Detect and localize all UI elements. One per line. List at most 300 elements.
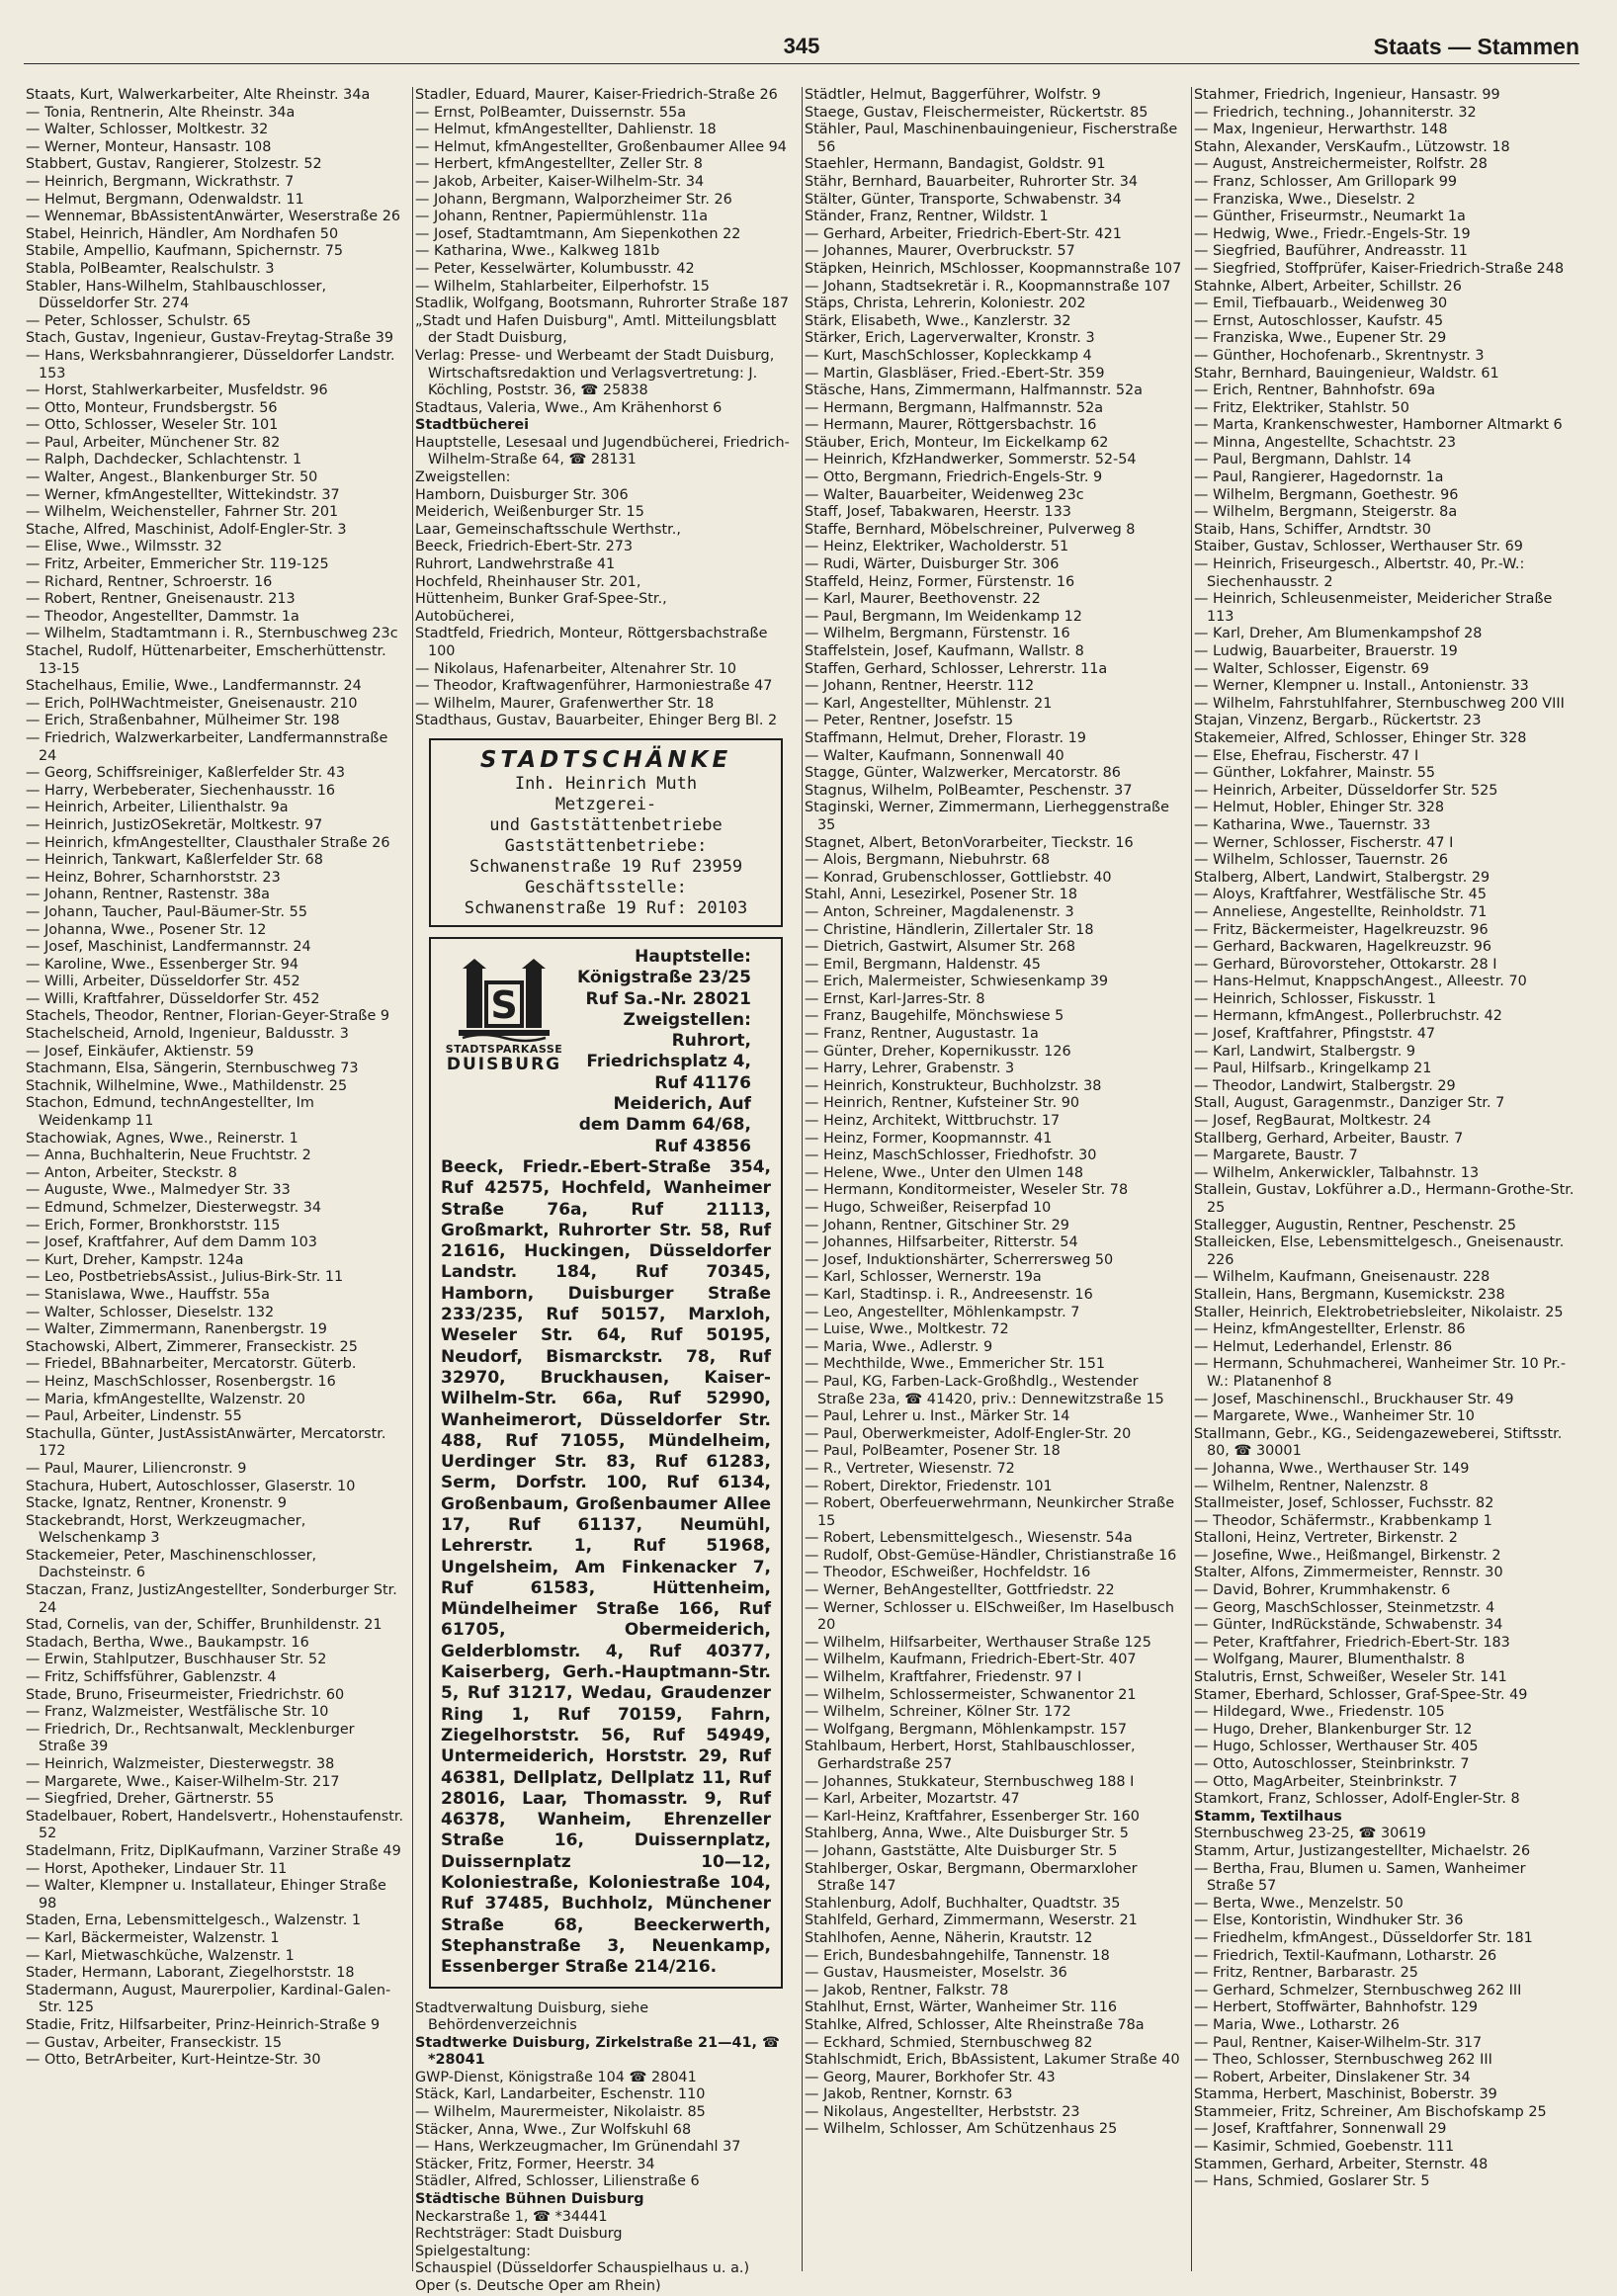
bank-head-line: Ruf Sa.-Nr. 28021 (585, 988, 751, 1009)
directory-entry: Staffe, Bernhard, Möbelschreiner, Pulverweg 8 (805, 521, 1136, 538)
directory-entry: — Katharina, Wwe., Kalkweg 181b (415, 243, 660, 260)
directory-entry: — Theodor, ESchweißer, Hochfeldstr. 16 (805, 1565, 1091, 1581)
directory-entry: — Kurt, MaschSchlosser, Kopleckkamp 4 (805, 347, 1092, 364)
directory-entry: Staczan, Franz, JustizAngestellter, Sonderburger Str. 24 (26, 1582, 397, 1616)
directory-entry: — Walter, Schlosser, Dieselstr. 132 (26, 1304, 275, 1320)
directory-entry: — Friedrich, Textil-Kaufmann, Lotharstr. 26 (1194, 1947, 1497, 1964)
directory-entry: Städler, Alfred, Schlosser, Lilienstraße 6 (415, 2173, 700, 2190)
directory-entry: — Kurt, Dreher, Kampstr. 124a (26, 1251, 244, 1268)
directory-entry: — Wilhelm, Schlosser, Tauernstr. 26 (1194, 852, 1449, 869)
directory-entry: Hochfeld, Rheinhauser Str. 201, (415, 573, 641, 590)
directory-entry: — Peter, Kraftfahrer, Friedrich-Ebert-Str. 183 (1194, 1634, 1510, 1651)
directory-entry: — Heinrich, kfmAngestellter, Clausthaler Straße 26 (26, 834, 390, 851)
directory-entry: Stabel, Heinrich, Händler, Am Nordhafen 50 (26, 225, 339, 242)
directory-entry: — Willi, Arbeiter, Düsseldorfer Str. 452 (26, 974, 300, 990)
directory-entry: — Heinrich, JustizOSekretär, Moltkestr. 97 (26, 816, 323, 833)
directory-entry: — David, Bohrer, Krummhakenstr. 6 (1194, 1582, 1451, 1599)
directory-entry: — August, Anstreichermeister, Rolfstr. 28 (1194, 156, 1488, 173)
directory-entry: Stähler, Paul, Maschinenbauingenieur, Fischerstraße 56 (805, 122, 1178, 155)
directory-entry: — Wilhelm, Weichensteller, Fahrner Str. 201 (26, 504, 339, 521)
directory-entry: — Otto, Bergmann, Friedrich-Engels-Str. 9 (805, 469, 1103, 486)
directory-entry: — Karl, Bäckermeister, Walzenstr. 1 (26, 1929, 280, 1946)
directory-entry: — Karl, Mietwaschküche, Walzenstr. 1 (26, 1947, 295, 1964)
directory-entry: Stad, Cornelis, van der, Schiffer, Brunhildenstr. 21 (26, 1617, 383, 1634)
directory-entry: — Johann, Taucher, Paul-Bäumer-Str. 55 (26, 903, 307, 920)
directory-entry: — Fritz, Elektriker, Stahlstr. 50 (1194, 399, 1409, 416)
directory-entry: Stagnet, Albert, BetonVorarbeiter, Tieckstr. 16 (805, 834, 1134, 851)
directory-entry: Stahlbaum, Herbert, Horst, Stahlbauschlosser, Gerhardstraße 257 (805, 1739, 1136, 1772)
directory-entry: Stadermann, August, Maurerpolier, Kardinal-Galen-Str. 125 (26, 1982, 391, 2016)
directory-entry: Ruhrort, Landwehrstraße 41 (415, 556, 616, 573)
directory-entry: — Johannes, Stukkateur, Sternbuschweg 188 I (805, 1773, 1135, 1790)
directory-entry: — Josef, Kraftfahrer, Pfingststr. 47 (1194, 1026, 1436, 1043)
directory-entry: — Erich, Malermeister, Schwiesenkamp 39 (805, 974, 1109, 990)
directory-entry: — Georg, Schiffsreiniger, Kaßlerfelder Str. 43 (26, 765, 345, 782)
directory-entry: Staffen, Gerhard, Schlosser, Lehrerstr. 11a (805, 660, 1108, 677)
directory-entry: — Gerhard, Schmelzer, Sternbuschweg 262 III (1194, 1982, 1522, 1998)
directory-entry: Staib, Hans, Schiffer, Arndtstr. 30 (1194, 521, 1431, 538)
directory-entry: — Alois, Bergmann, Niebuhrstr. 68 (805, 852, 1051, 869)
directory-entry: — Margarete, Baustr. 7 (1194, 1148, 1358, 1164)
directory-entry: — Wilhelm, Stahlarbeiter, Eilperhofstr. 15 (415, 278, 710, 295)
directory-entry: Stahlschmidt, Erich, BbAssistent, Lakumer Straße 40 (805, 2052, 1180, 2069)
directory-entry: — Berta, Wwe., Menzelstr. 50 (1194, 1895, 1404, 1912)
directory-entry: — Walter, Klempner u. Installateur, Ehinger Straße 98 (26, 1878, 386, 1912)
directory-entry: — Martin, Glasbläser, Fried.-Ebert-Str. 359 (805, 365, 1105, 382)
directory-entry: Stachowiak, Agnes, Wwe., Reinerstr. 1 (26, 1130, 298, 1147)
directory-entry: Städtische Bühnen Duisburg (415, 2191, 644, 2208)
directory-entry: Sternbuschweg 23-25, ☎ 30619 (1194, 1826, 1426, 1842)
directory-entry: — Leo, PostbetriebsAssist., Julius-Birk-Str. 11 (26, 1269, 344, 1286)
directory-entry: Stahmer, Friedrich, Ingenieur, Hansastr. 99 (1194, 87, 1500, 103)
directory-entry: Stahlfeld, Gerhard, Zimmermann, Weserstr. 21 (805, 1913, 1138, 1929)
directory-entry: — Paul, Bergmann, Dahlstr. 14 (1194, 452, 1412, 468)
directory-entry: Stajan, Vinzenz, Bergarb., Rückertstr. 23 (1194, 713, 1482, 729)
directory-entry: — Paul, Lehrer u. Inst., Märker Str. 14 (805, 1408, 1070, 1425)
directory-entry: — Paul, Arbeiter, Münchener Str. 82 (26, 434, 281, 451)
directory-entry: — Hugo, Dreher, Blankenburger Str. 12 (1194, 1721, 1473, 1738)
directory-entry: Stärk, Elisabeth, Wwe., Kanzlerstr. 32 (805, 312, 1071, 329)
directory-entry: — Wilhelm, Schlosser, Am Schützenhaus 25 (805, 2121, 1118, 2138)
directory-entry: — Willi, Kraftfahrer, Düsseldorfer Str. 452 (26, 990, 320, 1007)
directory-entry: — Erich, Bundesbahngehilfe, Tannenstr. 18 (805, 1947, 1110, 1964)
directory-entry: — Jakob, Arbeiter, Kaiser-Wilhelm-Str. 34 (415, 173, 705, 190)
directory-entry: — Ernst, Autoschlosser, Kaufstr. 45 (1194, 312, 1444, 329)
directory-entry: — Helmut, Lederhandel, Erlenstr. 86 (1194, 1338, 1453, 1355)
directory-entry: Stachowski, Albert, Zimmerer, Franseckistr. 25 (26, 1338, 358, 1355)
directory-entry: „Stadt und Hafen Duisburg", Amtl. Mitteilungsblatt der Stadt Duisburg, (415, 312, 777, 347)
directory-entry: — Heinrich, Rentner, Kufsteiner Str. 90 (805, 1095, 1080, 1112)
directory-entry: Stamm, Textilhaus (1194, 1808, 1342, 1825)
directory-entry: — Helmut, Bergmann, Odenwaldstr. 11 (26, 191, 304, 208)
directory-entry: Stabbert, Gustav, Rangierer, Stolzestr. 52 (26, 156, 322, 173)
directory-entry: Staffmann, Helmut, Dreher, Florastr. 19 (805, 729, 1086, 746)
directory-entry: Stäck, Karl, Landarbeiter, Eschenstr. 110 (415, 2086, 706, 2103)
directory-entry: Stahlenburg, Adolf, Buchhalter, Quadtstr. 35 (805, 1895, 1121, 1912)
directory-entry: — Walter, Schlosser, Moltkestr. 32 (26, 122, 269, 138)
directory-entry: — Harry, Lehrer, Grabenstr. 3 (805, 1061, 1015, 1077)
directory-entry: Stäps, Christa, Lehrerin, Koloniestr. 202 (805, 296, 1086, 312)
directory-columns (24, 87, 1581, 2295)
directory-entry: — Friedrich, Dr., Rechtsanwalt, Mecklenburger Straße 39 (26, 1721, 355, 1755)
directory-entry: Stakemeier, Alfred, Schlosser, Ehinger Str. 328 (1194, 729, 1527, 746)
directory-entry: — Heinrich, KfzHandwerker, Sommerstr. 52-54 (805, 452, 1137, 468)
directory-entry: — Gustav, Hausmeister, Moselstr. 36 (805, 1965, 1067, 1982)
directory-entry: Stamm, Artur, Justizangestellter, Michaelstr. 26 (1194, 1842, 1531, 1859)
directory-entry: — Hermann, Bergmann, Halfmannstr. 52a (805, 399, 1104, 416)
directory-entry: — Friedel, BBahnarbeiter, Mercatorstr. Güterb. (26, 1356, 357, 1373)
directory-entry: — Ernst, Karl-Jarres-Str. 8 (805, 990, 985, 1007)
directory-entry: — Peter, Rentner, Josefstr. 15 (805, 713, 1014, 729)
directory-entry: — Emil, Tiefbauarb., Weidenweg 30 (1194, 296, 1448, 312)
directory-entry: — Paul, Arbeiter, Lindenstr. 55 (26, 1408, 242, 1425)
directory-entry: Stadthaus, Gustav, Bauarbeiter, Ehinger Berg Bl. 2 (415, 713, 778, 729)
directory-entry: Stachulla, Günter, JustAssistAnwärter, Mercatorstr. 172 (26, 1425, 386, 1460)
directory-entry: — Gerhard, Backwaren, Hagelkreuzstr. 96 (1194, 939, 1492, 956)
directory-entry: — Rudi, Wärter, Duisburger Str. 306 (805, 556, 1060, 573)
directory-entry: — Horst, Apotheker, Lindauer Str. 11 (26, 1860, 288, 1877)
directory-entry: — Franziska, Wwe., Dieselstr. 2 (1194, 191, 1416, 208)
directory-entry: — Elise, Wwe., Wilmsstr. 32 (26, 539, 222, 555)
directory-entry: Hauptstelle, Lesesaal und Jugendbücherei, Friedrich-Wilhelm-Straße 64, ☎ 28131 (415, 434, 790, 468)
directory-entry: — Karl, Stadtinsp. i. R., Andreesenstr. 16 (805, 1286, 1093, 1303)
directory-entry: — Heinrich, Arbeiter, Lilienthalstr. 9a (26, 800, 289, 816)
directory-entry: — Paul, Bergmann, Im Weidenkamp 12 (805, 608, 1082, 625)
logo-text: STADTSPARKASSE (445, 1042, 563, 1056)
directory-entry: — Walter, Kaufmann, Sonnenwall 40 (805, 747, 1064, 764)
directory-entry: — Werner, kfmAngestellter, Wittekindstr. 37 (26, 486, 340, 503)
directory-entry: — Wilhelm, Ankerwickler, Talbahnstr. 13 (1194, 1164, 1480, 1181)
directory-entry: Stäuber, Erich, Monteur, Im Eickelkamp 62 (805, 434, 1109, 451)
directory-entry: Stachura, Hubert, Autoschlosser, Glaserstr. 10 (26, 1478, 356, 1494)
ad-line: Inh. Heinrich Muth (514, 773, 698, 794)
directory-entry: Stachelscheid, Arnold, Ingenieur, Baldusstr. 3 (26, 1026, 349, 1043)
directory-entry: Staiber, Gustav, Schlosser, Werthauser Str. 69 (1194, 539, 1523, 555)
directory-entry: — Heinrich, Tankwart, Kaßlerfelder Str. 68 (26, 852, 323, 869)
directory-entry: — Margarete, Wwe., Wanheimer Str. 10 (1194, 1408, 1475, 1425)
directory-entry: — Otto, BetrArbeiter, Kurt-Heintze-Str. 30 (26, 2052, 321, 2069)
directory-entry: — Heinrich, Schleusenmeister, Meidericher Straße 113 (1194, 591, 1553, 625)
directory-entry: — Franz, Walzmeister, Westfälische Str. 10 (26, 1704, 329, 1721)
directory-entry: Stabler, Hans-Wilhelm, Stahlbauschlosser, Düsseldorfer Str. 274 (26, 278, 327, 312)
directory-entry: — Erich, Straßenbahner, Mülheimer Str. 198 (26, 713, 340, 729)
directory-entry: Stälter, Günter, Transporte, Schwabenstr. 34 (805, 191, 1122, 208)
directory-entry: — Richard, Rentner, Schroerstr. 16 (26, 573, 273, 590)
directory-entry: — Helene, Wwe., Unter den Ulmen 148 (805, 1164, 1084, 1181)
directory-entry: — Wilhelm, Maurer, Grafenwerther Str. 18 (415, 695, 715, 712)
directory-entry: Staffeld, Heinz, Former, Fürstenstr. 16 (805, 573, 1075, 590)
bank-head-line: Hauptstelle: (635, 946, 751, 967)
directory-entry: Hüttenheim, Bunker Graf-Spee-Str., (415, 591, 667, 608)
directory-entry: — Paul, KG, Farben-Lack-Großhdlg., Westender Straße 23a, ☎ 41420, priv.: Dennewitzstraße 15 (805, 1373, 1164, 1407)
directory-entry: Stahn, Alexander, VersKaufm., Lützowstr. 18 (1194, 138, 1510, 155)
directory-entry: — Peter, Schlosser, Schulstr. 65 (26, 312, 251, 329)
directory-entry: — Theo, Schlosser, Sternbuschweg 262 III (1194, 2052, 1492, 2069)
directory-entry: Stahr, Bernhard, Bauingenieur, Waldstr. 61 (1194, 365, 1499, 382)
directory-entry: Stamer, Eberhard, Schlosser, Graf-Spee-Str. 49 (1194, 1686, 1528, 1703)
directory-entry: Stadtbücherei (415, 417, 530, 434)
directory-entry: — Wilhelm, Kraftfahrer, Friedenstr. 97 I (805, 1669, 1082, 1686)
ad-line: Geschäftsstelle: (525, 877, 687, 897)
directory-entry: — Hugo, Schlosser, Werthauser Str. 405 (1194, 1739, 1479, 1755)
directory-entry: — Heinrich, Walzmeister, Diesterwegstr. 38 (26, 1756, 335, 1772)
directory-entry: — Heinrich, Arbeiter, Düsseldorfer Str. 525 (1194, 782, 1498, 799)
directory-entry: — Nikolaus, Hafenarbeiter, Altenahrer Str. 10 (415, 660, 737, 677)
bank-head-line: Ruf 41176 (654, 1072, 751, 1093)
directory-entry: Staginski, Werner, Zimmermann, Lierheggenstraße 35 (805, 800, 1169, 833)
directory-entry: Städtler, Helmut, Baggerführer, Wolfstr. 9 (805, 87, 1101, 103)
directory-entry: — Heinz, Architekt, Wittbruchstr. 17 (805, 1113, 1061, 1130)
directory-entry: Staffelstein, Josef, Kaufmann, Wallstr. 8 (805, 643, 1084, 659)
directory-entry: Stach, Gustav, Ingenieur, Gustav-Freytag-Straße 39 (26, 330, 394, 347)
directory-entry: — Paul, Oberwerkmeister, Adolf-Engler-Str. 20 (805, 1425, 1132, 1442)
directory-entry: — Johann, Rentner, Gitschiner Str. 29 (805, 1217, 1069, 1233)
directory-entry: — Helmut, kfmAngestellter, Dahlienstr. 18 (415, 122, 717, 138)
directory-entry: — Margarete, Wwe., Kaiser-Wilhelm-Str. 217 (26, 1773, 340, 1790)
directory-entry: — Kasimir, Schmied, Goebenstr. 111 (1194, 2139, 1455, 2156)
directory-entry: Stabla, PolBeamter, Realschulstr. 3 (26, 260, 275, 277)
directory-entry: — Robert, Oberfeuerwehrmann, Neunkircher Straße 15 (805, 1495, 1175, 1529)
directory-entry: — Hans, Werksbahnrangierer, Düsseldorfer Landstr. 153 (26, 347, 395, 382)
directory-entry: — Christine, Händlerin, Zillertaler Str. 18 (805, 921, 1094, 938)
directory-entry: — Siegfried, Bauführer, Andreasstr. 11 (1194, 243, 1468, 260)
directory-entry: Spielgestaltung: (415, 2243, 531, 2259)
directory-entry: — Anna, Buchhalterin, Neue Fruchtstr. 2 (26, 1148, 311, 1164)
directory-entry: Stadtwerke Duisburg, Zirkelstraße 21—41, ☎ *28041 (415, 2034, 780, 2069)
logo-text: DUISBURG (446, 1054, 562, 1074)
directory-entry: Stadelmann, Fritz, DiplKaufmann, Varziner Straße 49 (26, 1842, 401, 1859)
directory-entry: — Johannes, Hilfsarbeiter, Ritterstr. 54 (805, 1234, 1078, 1251)
directory-entry: Staden, Erna, Lebensmittelgesch., Walzenstr. 1 (26, 1913, 362, 1929)
directory-entry: Schauspiel (Düsseldorfer Schauspielhaus u. a.) (415, 2260, 750, 2277)
directory-entry: — Johann, Rentner, Heerstr. 112 (805, 678, 1035, 695)
column-1 (24, 87, 413, 2271)
directory-entry: — Friedrich, Walzwerkarbeiter, Landfermannstraße 24 (26, 729, 388, 764)
ad-line: Schwanenstraße 19 Ruf 23959 (468, 856, 743, 877)
directory-entry: — Werner, Schlosser, Fischerstr. 47 I (1194, 834, 1454, 851)
directory-entry: — Fritz, Rentner, Barbarastr. 25 (1194, 1965, 1418, 1982)
directory-entry: Stallein, Gustav, Lokführer a.D., Hermann-Grothe-Str. 25 (1194, 1182, 1574, 1216)
directory-entry: — Heinrich, Konstrukteur, Buchholzstr. 38 (805, 1077, 1102, 1094)
directory-entry: — Otto, Schlosser, Weseler Str. 101 (26, 417, 279, 434)
directory-entry: — Paul, Maurer, Liliencronstr. 9 (26, 1460, 247, 1477)
directory-entry: — Josefine, Wwe., Heißmangel, Birkenstr. 2 (1194, 1547, 1501, 1564)
directory-entry: — Edmund, Schmelzer, Diesterwegstr. 34 (26, 1200, 322, 1216)
column-3 (803, 87, 1192, 2271)
directory-entry: — Werner, BehAngestellter, Gottfriedstr. 22 (805, 1582, 1115, 1599)
directory-entry: Stadtverwaltung Duisburg, siehe Behördenverzeichnis (415, 1999, 649, 2034)
directory-entry: — Heinz, Bohrer, Scharnhorststr. 23 (26, 869, 281, 886)
directory-entry: — Werner, Monteur, Hansastr. 108 (26, 138, 272, 155)
directory-entry: — Hugo, Schweißer, Reiserpfad 10 (805, 1200, 1052, 1216)
directory-entry: — Günter, Dreher, Kopernikusstr. 126 (805, 1043, 1071, 1060)
directory-entry: — Hermann, kfmAngest., Pollerbruchstr. 42 (1194, 1008, 1502, 1025)
directory-entry: — Wilhelm, Hilfsarbeiter, Werthauser Straße 125 (805, 1634, 1151, 1651)
directory-entry: Stackemeier, Peter, Maschinenschlosser, Dachsteinstr. 6 (26, 1547, 317, 1581)
column-2 (413, 87, 803, 2295)
directory-entry: — Herbert, kfmAngestellter, Zeller Str. 8 (415, 156, 703, 173)
directory-entry: Rechtsträger: Stadt Duisburg (415, 2226, 623, 2243)
directory-entry: — Robert, Lebensmittelgesch., Wiesenstr. 54a (805, 1530, 1133, 1547)
svg-text:S: S (490, 982, 518, 1027)
directory-entry: — Else, Ehefrau, Fischerstr. 47 I (1194, 747, 1419, 764)
directory-entry: — Heinrich, Schlosser, Fiskusstr. 1 (1194, 990, 1437, 1007)
column-2-entries-top (415, 87, 795, 730)
bank-head-line: Meiderich, Auf (613, 1094, 751, 1115)
directory-entry: Stadtfeld, Friedrich, Monteur, Röttgersbachstraße 100 (415, 626, 768, 659)
directory-entry: — Johann, Stadtsekretär i. R., Koopmannstraße 107 (805, 278, 1171, 295)
directory-entry: Stachon, Edmund, technAngestellter, Im Weidenkamp 11 (26, 1095, 314, 1130)
directory-entry: Stäcker, Anna, Wwe., Zur Wolfskuhl 68 (415, 2121, 692, 2138)
directory-entry: — Rudolf, Obst-Gemüse-Händler, Christianstraße 16 (805, 1547, 1177, 1564)
directory-entry: — Wilhelm, Maurermeister, Nikolaistr. 85 (415, 2104, 706, 2121)
directory-entry: Stader, Hermann, Laborant, Ziegelhorststr. 18 (26, 1965, 355, 1982)
directory-entry: Stackebrandt, Horst, Werkzeugmacher, Welschenkamp 3 (26, 1512, 306, 1547)
ad-line: Schwanenstraße 19 Ruf: 20103 (464, 897, 748, 918)
directory-entry: — Siegfried, Dreher, Gärtnerstr. 55 (26, 1791, 275, 1808)
directory-entry: — Friedhelm, kfmAngest., Düsseldorfer Str. 181 (1194, 1929, 1533, 1946)
directory-entry: — Minna, Angestellte, Schachtstr. 23 (1194, 434, 1457, 451)
page-number: 345 (783, 34, 820, 58)
directory-entry: — Karl, Dreher, Am Blumenkampshof 28 (1194, 626, 1483, 642)
directory-entry: — Helmut, kfmAngestellter, Großenbaumer Allee 94 (415, 138, 787, 155)
directory-entry: — Robert, Direktor, Friedenstr. 101 (805, 1478, 1053, 1494)
stadtsparkasse-advertisement (429, 937, 783, 1989)
directory-entry: — Karl, Angestellter, Mühlenstr. 21 (805, 695, 1053, 712)
directory-entry: — Harry, Werbeberater, Siechenhausstr. 16 (26, 782, 336, 799)
directory-entry: — Josef, Kraftfahrer, Auf dem Damm 103 (26, 1234, 317, 1251)
directory-entry: — Franz, Baugehilfe, Mönchswiese 5 (805, 1008, 1064, 1025)
directory-entry: — Josef, Maschinenschl., Bruckhauser Str. 49 (1194, 1391, 1514, 1407)
directory-entry: — Gerhard, Bürovorsteher, Ottokarstr. 28 I (1194, 956, 1497, 973)
directory-entry: — Josef, Kraftfahrer, Sonnenwall 29 (1194, 2121, 1447, 2138)
directory-entry: — Heinz, Former, Koopmannstr. 41 (805, 1130, 1053, 1147)
directory-entry: — Heinz, MaschSchlosser, Friedhofstr. 30 (805, 1148, 1097, 1164)
bank-main-office (577, 947, 751, 1157)
directory-entry: — Marta, Krankenschwester, Hamborner Altmarkt 6 (1194, 417, 1563, 434)
directory-entry: — R., Vertreter, Wiesenstr. 72 (805, 1460, 1015, 1477)
bank-head-line: dem Damm 64/68, (578, 1115, 751, 1136)
directory-entry: — Leo, Angestellter, Möhlenkampstr. 7 (805, 1304, 1080, 1320)
ad-line: Metzgerei- (554, 794, 657, 814)
directory-entry: Stachels, Theodor, Rentner, Florian-Geyer-Straße 9 (26, 1008, 390, 1025)
directory-entry: — Helmut, Hobler, Ehinger Str. 328 (1194, 800, 1445, 816)
directory-entry: Staller, Heinrich, Elektrobetriebsleiter, Nikolaistr. 25 (1194, 1304, 1564, 1320)
directory-entry: — Maria, Wwe., Adlerstr. 9 (805, 1338, 993, 1355)
directory-entry: Stalloni, Heinz, Vertreter, Birkenstr. 2 (1194, 1530, 1458, 1547)
directory-entry: — Walter, Bauarbeiter, Weidenweg 23c (805, 486, 1084, 503)
bank-building-icon (459, 959, 550, 1044)
directory-entry: — Paul, PolBeamter, Posener Str. 18 (805, 1443, 1061, 1460)
directory-entry: — Emil, Bergmann, Haldenstr. 45 (805, 956, 1041, 973)
directory-entry: — Theodor, Schäfermstr., Krabbenkamp 1 (1194, 1512, 1492, 1529)
directory-entry: — Heinz, kfmAngestellter, Erlenstr. 86 (1194, 1321, 1466, 1338)
directory-entry: Stahl, Anni, Lesezirkel, Posener Str. 18 (805, 887, 1077, 903)
directory-entry: — Wolfgang, Bergmann, Möhlenkampstr. 157 (805, 1721, 1128, 1738)
directory-entry: Stacke, Ignatz, Rentner, Kronenstr. 9 (26, 1495, 287, 1512)
directory-entry: — Josef, Stadtamtmann, Am Siepenkothen 22 (415, 225, 741, 242)
ad-line: und Gaststättenbetriebe (489, 814, 723, 835)
directory-entry: — Johann, Rentner, Rastenstr. 38a (26, 887, 270, 903)
directory-entry: GWP-Dienst, Königstraße 104 ☎ 28041 (415, 2069, 697, 2085)
directory-entry: — Theodor, Angestellter, Dammstr. 1a (26, 608, 299, 625)
directory-entry: Stabile, Ampellio, Kaufmann, Spichernstr. 75 (26, 243, 344, 260)
directory-entry: — Else, Kontoristin, Windhuker Str. 36 (1194, 1913, 1464, 1929)
directory-entry: Stadlik, Wolfgang, Bootsmann, Ruhrorter Straße 187 (415, 296, 790, 312)
directory-entry: Zweigstellen: (415, 469, 511, 486)
directory-entry: — Gerhard, Arbeiter, Friedrich-Ebert-Str. 421 (805, 225, 1122, 242)
directory-entry: — Karl, Schlosser, Wernerstr. 19a (805, 1269, 1042, 1286)
directory-entry: Ständer, Franz, Rentner, Wildstr. 1 (805, 209, 1049, 225)
directory-entry: — Josef, Maschinist, Landfermannstr. 24 (26, 939, 311, 956)
directory-entry: Stahlhut, Ernst, Wärter, Wanheimer Str. 116 (805, 1999, 1118, 2016)
ad-line: Gaststättenbetriebe: (504, 835, 708, 856)
directory-entry: — Anneliese, Angestellte, Reinholdstr. 71 (1194, 903, 1488, 920)
directory-entry: — Wilhelm, Bergmann, Goethestr. 96 (1194, 486, 1459, 503)
directory-entry: — Wennemar, BbAssistentAnwärter, Weserstraße 26 (26, 209, 401, 225)
directory-entry: — Walter, Schlosser, Eigenstr. 69 (1194, 660, 1429, 677)
directory-entry: — Hedwig, Wwe., Friedr.-Engels-Str. 19 (1194, 225, 1471, 242)
directory-entry: — Werner, Schlosser u. ElSchweißer, Im Haselbusch 20 (805, 1599, 1174, 1634)
directory-entry: Stade, Bruno, Friseurmeister, Friedrichstr. 60 (26, 1686, 345, 1703)
directory-entry: Stachnik, Wilhelmine, Wwe., Mathildenstr. 25 (26, 1077, 348, 1094)
directory-entry: — Hans, Schmied, Goslarer Str. 5 (1194, 2173, 1430, 2190)
directory-entry: Stallmeister, Josef, Schlosser, Fuchsstr. 82 (1194, 1495, 1494, 1512)
directory-entry: Stadie, Fritz, Hilfsarbeiter, Prinz-Heinrich-Straße 9 (26, 2016, 381, 2033)
directory-entry: — Erich, PolHWachtmeister, Gneisenaustr. 210 (26, 695, 358, 712)
directory-entry: Verlag: Presse- und Werbeamt der Stadt Duisburg, Wirtschaftsredaktion und Verlagsvertretung: J. Köchling, Poststr. 36, ☎ 25838 (415, 347, 775, 399)
directory-entry: Staege, Gustav, Fleischermeister, Rückertstr. 85 (805, 104, 1149, 121)
directory-entry: — Karl, Landwirt, Stalbergstr. 9 (1194, 1043, 1416, 1060)
directory-entry: Beeck, Friedrich-Ebert-Str. 273 (415, 539, 634, 555)
directory-entry: — Gustav, Arbeiter, Franseckistr. 15 (26, 2034, 283, 2051)
directory-entry: — Katharina, Wwe., Tauernstr. 33 (1194, 816, 1431, 833)
directory-entry: — Theodor, Kraftwagenführer, Harmoniestraße 47 (415, 678, 773, 695)
bank-ad-head (441, 947, 771, 1157)
directory-entry: Stache, Alfred, Maschinist, Adolf-Engler-Str. 3 (26, 521, 347, 538)
directory-entry: — Fritz, Bäckermeister, Hagelkreuzstr. 96 (1194, 921, 1489, 938)
directory-entry: — Robert, Rentner, Gneisenaustr. 213 (26, 591, 296, 608)
directory-entry: Laar, Gemeinschaftsschule Werthstr., (415, 521, 681, 538)
directory-entry: Stadelbauer, Robert, Handelsvertr., Hohenstaufenstr. 52 (26, 1808, 404, 1842)
directory-entry: — Josef, Einkäufer, Aktienstr. 59 (26, 1043, 254, 1060)
directory-entry: — Paul, Rentner, Kaiser-Wilhelm-Str. 317 (1194, 2034, 1483, 2051)
directory-entry: — Wilhelm, Kaufmann, Friedrich-Ebert-Str. 407 (805, 1652, 1137, 1668)
directory-entry: — Jakob, Rentner, Kornstr. 63 (805, 2086, 1013, 2103)
directory-entry: Oper (s. Deutsche Oper am Rhein) (415, 2278, 661, 2295)
directory-entry: — Johann, Bergmann, Walporzheimer Str. 26 (415, 191, 732, 208)
directory-entry: Stagnus, Wilhelm, PolBeamter, Peschenstr. 37 (805, 782, 1133, 799)
directory-entry: — Maria, kfmAngestellte, Walzenstr. 20 (26, 1391, 305, 1407)
directory-entry: — Karoline, Wwe., Essenberger Str. 94 (26, 956, 299, 973)
directory-entry: Stallmann, Gebr., KG., Seidengazeweberei, Stiftsstr. 80, ☎ 30001 (1194, 1425, 1563, 1460)
directory-entry: — Erwin, Stahlputzer, Buschhauser Str. 52 (26, 1652, 327, 1668)
directory-entry: Stäcker, Fritz, Former, Heerstr. 34 (415, 2156, 655, 2172)
directory-entry: Stamkort, Franz, Schlosser, Adolf-Engler-Str. 8 (1194, 1791, 1520, 1808)
running-title: Staats — Stammen (1373, 34, 1579, 59)
directory-entry: — Heinz, MaschSchlosser, Rosenbergstr. 16 (26, 1373, 336, 1390)
directory-entry: — Johannes, Maurer, Overbruckstr. 57 (805, 243, 1075, 260)
directory-entry: Stalter, Alfons, Zimmermeister, Rennstr. 30 (1194, 1565, 1503, 1581)
bank-head-line: Friedrichsplatz 4, (586, 1052, 751, 1072)
directory-entry: Stallein, Hans, Bergmann, Kusemickstr. 238 (1194, 1286, 1505, 1303)
directory-entry: — Horst, Stahlwerkarbeiter, Musfeldstr. 96 (26, 383, 328, 399)
stadtschaenke-advertisement (429, 738, 783, 927)
directory-entry: — Walter, Zimmermann, Ranenbergstr. 19 (26, 1321, 327, 1338)
directory-entry: — Stanislawa, Wwe., Hauffstr. 55a (26, 1286, 270, 1303)
directory-entry: — Bertha, Frau, Blumen u. Samen, Wanheimer Straße 57 (1194, 1860, 1526, 1895)
directory-entry: — Aloys, Kraftfahrer, Westfälische Str. 45 (1194, 887, 1487, 903)
